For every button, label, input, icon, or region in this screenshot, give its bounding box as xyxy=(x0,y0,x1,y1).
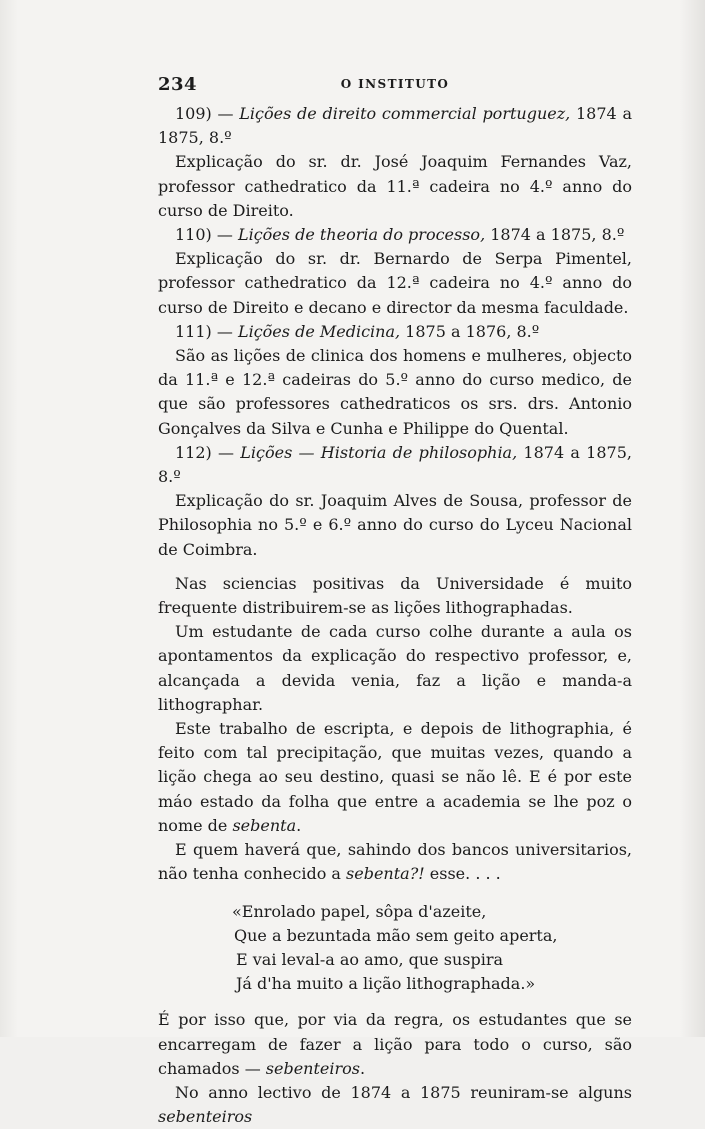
entry-109-body: Explicação do sr. dr. José Joaquim Fernandes Vaz, professor cathedratico da 11.ª cadeira no 4.º anno do curso de Direito. xyxy=(158,152,632,220)
paragraph-text: . xyxy=(296,815,302,835)
paragraph-anno-lectivo xyxy=(158,1081,632,1129)
entry-110-body: Explicação do sr. dr. Bernardo de Serpa Pimentel, professor cathedratico da 12.ª cadeira no 4.º anno do curso de Direito e decano e director da mesma faculdade. xyxy=(158,249,632,317)
entry-title: Lições de Medicina, xyxy=(237,321,401,341)
entry-date: 1874 a 1875, 8.º xyxy=(485,225,625,245)
verse-line: «Enrolado papel, sôpa d'azeite, xyxy=(232,901,487,921)
page-number: 234 xyxy=(158,74,198,95)
entry-date: 1875 a 1876, 8.º xyxy=(400,321,540,341)
paragraph-text: . xyxy=(359,1058,366,1078)
paragraph-sciencias: Nas sciencias positivas da Universidade é muito frequente distribuirem-se as lições lithographadas. xyxy=(158,573,632,618)
entry-110-heading xyxy=(158,223,632,247)
entry-number: 112) — xyxy=(175,442,235,462)
paragraph-trabalho xyxy=(158,717,632,838)
italic-term: sebenta xyxy=(232,815,297,835)
entry-date: 1874 a 1875, 8.º xyxy=(158,104,632,148)
italic-term: sebenteiros xyxy=(158,1107,253,1127)
paragraph-text: E quem haverá que, sahindo dos bancos universitarios, não tenha conhecido a xyxy=(158,840,632,884)
paragraph-por-isso xyxy=(158,1008,632,1081)
entry-number: 110) — xyxy=(175,225,233,245)
entry-date: 1874 a 1875, 8.º xyxy=(158,442,632,487)
verse-line: E vai leval-a ao amo, que suspira xyxy=(236,949,504,969)
entry-number: 109) — xyxy=(175,104,234,123)
entry-title: Lições de direito commercial portuguez, xyxy=(239,104,571,123)
paragraph-estudante: Um estudante de cada curso colhe durante a aula os apontamentos da explicação do respectivo professor, e, alcançada a devida venia, faz a lição e manda-a lithographar. xyxy=(158,622,632,714)
body-text xyxy=(158,102,632,1129)
italic-term: sebenteiros xyxy=(265,1058,360,1078)
page-header xyxy=(158,74,632,98)
paragraph-text: No anno lectivo de 1874 a 1875 reuniram-se alguns xyxy=(175,1082,632,1102)
entry-111-heading xyxy=(158,320,632,344)
verse-line: Já d'ha muito a lição lithographada.» xyxy=(236,974,536,994)
paragraph-text: esse. . . . xyxy=(424,864,501,884)
entry-112-body: Explicação do sr. Joaquim Alves de Sousa, professor de Philosophia no 5.º e 6.º anno do curso do Lyceu Nacional de Coimbra. xyxy=(158,491,632,559)
running-head: O INSTITUTO xyxy=(340,77,450,91)
paragraph-quem-havera xyxy=(158,838,632,886)
entry-title: Lições de theoria do processo, xyxy=(237,225,486,245)
paragraph-text: Este trabalho de escripta, e depois de lithographia, é feito com tal precipitação, que muitas vezes, quando a lição chega ao seu destino, quasi se não lê. E é por este máo estado da folha que entre a academia se lhe poz o nome de xyxy=(158,719,632,835)
entry-111-body: São as lições de clinica dos homens e mulheres, objecto da 11.ª e 12.ª cadeiras do 5.º anno do curso medico, de que são professores cathedraticos os srs. drs. Antonio Gonçalves da Silva e Cunha e Philippe do Quental. xyxy=(158,346,632,438)
verse-quotation xyxy=(158,900,632,997)
entry-title: Lições — Historia de philosophia, xyxy=(240,442,518,462)
verse-line: Que a bezuntada mão sem geito aperta, xyxy=(234,925,558,945)
entry-number: 111) — xyxy=(175,321,233,341)
paragraph-text: É por isso que, por via da regra, os estudantes que se encarregam de fazer a lição para todo o curso, são chamados — xyxy=(158,1010,632,1078)
entry-109-heading xyxy=(158,102,632,150)
italic-term: sebenta?! xyxy=(346,864,425,884)
entry-112-heading xyxy=(158,441,632,489)
